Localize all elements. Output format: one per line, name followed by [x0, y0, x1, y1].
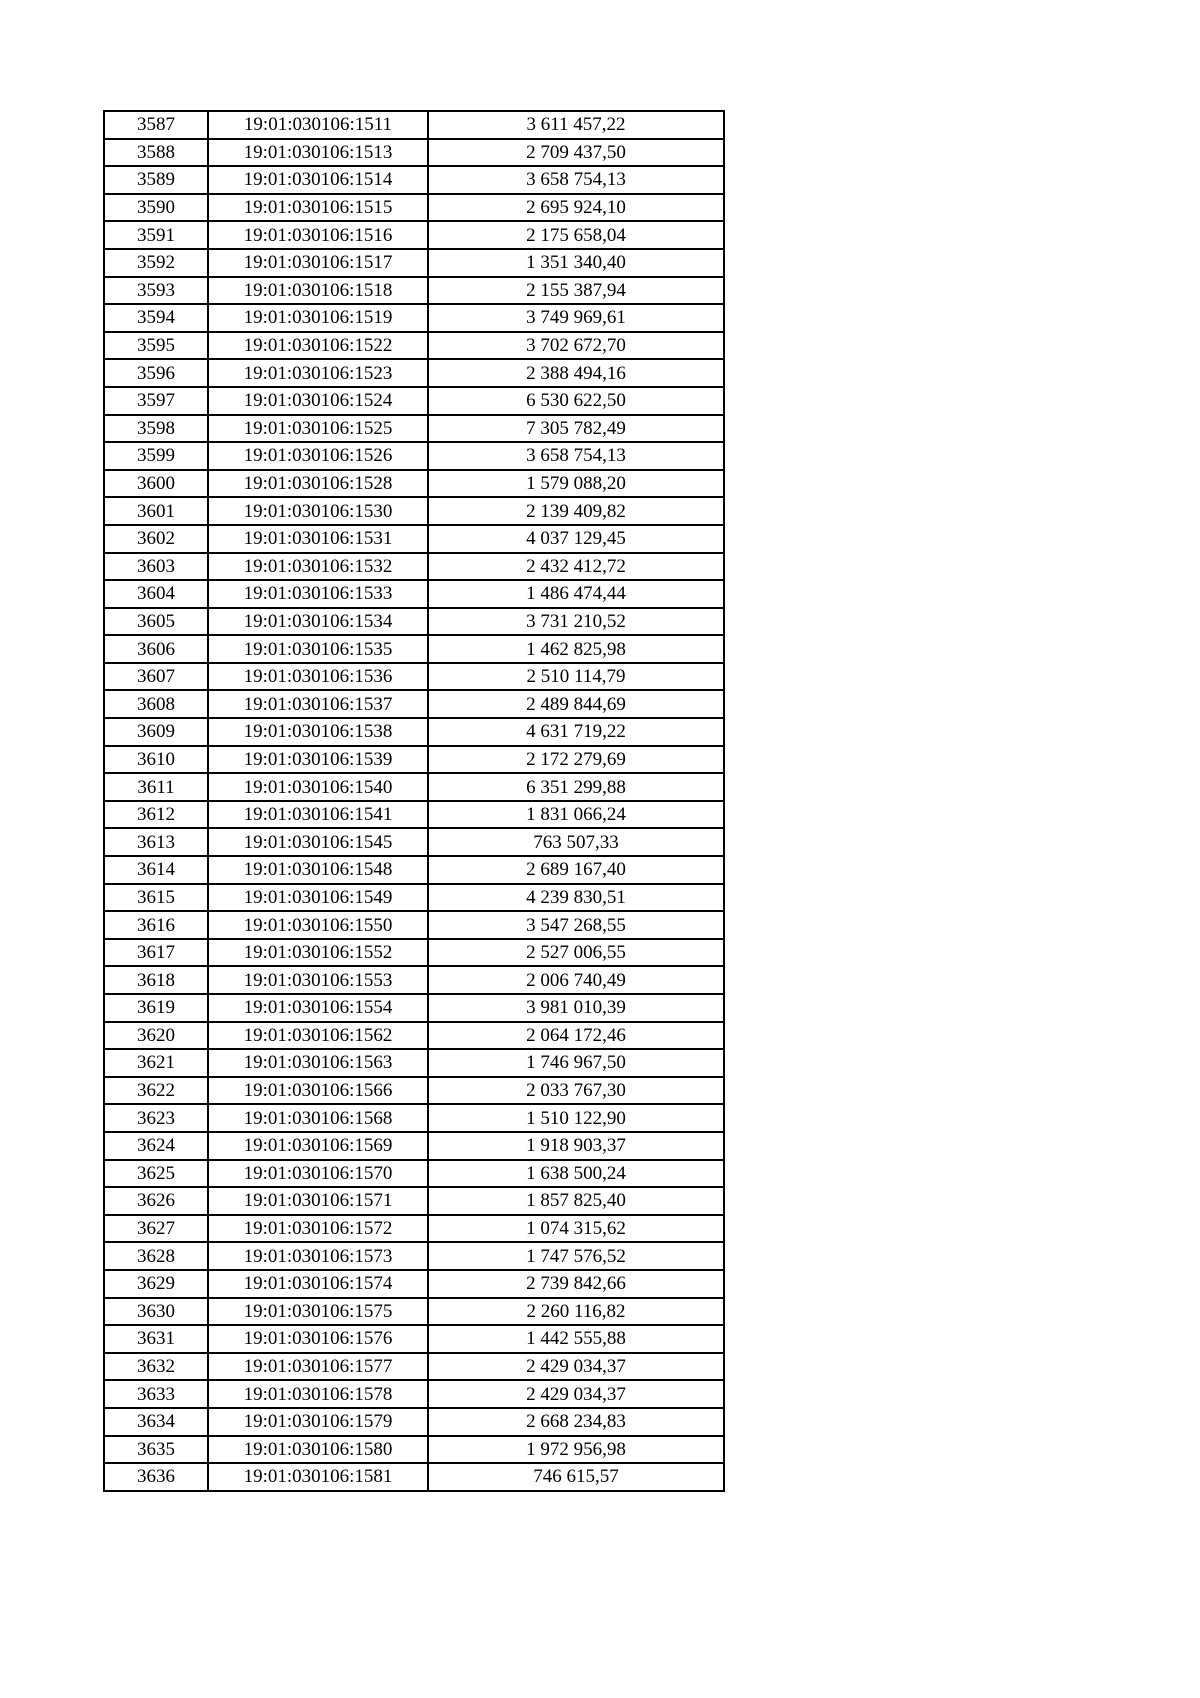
- table-row: [104, 801, 724, 829]
- row-number-cell: 3594: [104, 304, 208, 332]
- cadastral-number-cell: 19:01:030106:1569: [208, 1132, 428, 1160]
- table-row: [104, 332, 724, 360]
- row-number-cell: 3616: [104, 911, 208, 939]
- row-number-cell: 3599: [104, 442, 208, 470]
- table-row: [104, 1353, 724, 1381]
- cadastral-number-cell: 19:01:030106:1562: [208, 1022, 428, 1050]
- cadastral-value-cell: 2 668 234,83: [428, 1408, 724, 1436]
- row-number-cell: 3600: [104, 470, 208, 498]
- table-row: [104, 966, 724, 994]
- cadastral-value-cell: 4 239 830,51: [428, 884, 724, 912]
- table-row: [104, 828, 724, 856]
- cadastral-number-cell: 19:01:030106:1516: [208, 221, 428, 249]
- table-row: [104, 249, 724, 277]
- table-row: [104, 580, 724, 608]
- table-row: [104, 635, 724, 663]
- row-number-cell: 3605: [104, 608, 208, 636]
- table-row: [104, 1463, 724, 1491]
- table-row: [104, 442, 724, 470]
- row-number-cell: 3631: [104, 1325, 208, 1353]
- cadastral-value-cell: 1 486 474,44: [428, 580, 724, 608]
- cadastral-number-cell: 19:01:030106:1532: [208, 553, 428, 581]
- cadastral-value-cell: 2 064 172,46: [428, 1022, 724, 1050]
- cadastral-value-cell: 2 033 767,30: [428, 1077, 724, 1105]
- table-row: [104, 553, 724, 581]
- table-row: [104, 994, 724, 1022]
- cadastral-value-cell: 3 731 210,52: [428, 608, 724, 636]
- cadastral-value-cell: 4 037 129,45: [428, 525, 724, 553]
- cadastral-value-cell: 3 547 268,55: [428, 911, 724, 939]
- cadastral-number-cell: 19:01:030106:1540: [208, 773, 428, 801]
- row-number-cell: 3622: [104, 1077, 208, 1105]
- cadastral-value-cell: 2 709 437,50: [428, 139, 724, 167]
- table-row: [104, 1077, 724, 1105]
- row-number-cell: 3602: [104, 525, 208, 553]
- table-row: [104, 939, 724, 967]
- table-row: [104, 1270, 724, 1298]
- table-row: [104, 690, 724, 718]
- row-number-cell: 3621: [104, 1049, 208, 1077]
- table-row: [104, 1408, 724, 1436]
- table-row: [104, 663, 724, 691]
- row-number-cell: 3620: [104, 1022, 208, 1050]
- table-row: [104, 1049, 724, 1077]
- cadastral-value-cell: 2 432 412,72: [428, 553, 724, 581]
- cadastral-number-cell: 19:01:030106:1538: [208, 718, 428, 746]
- cadastral-value-cell: 1 074 315,62: [428, 1215, 724, 1243]
- row-number-cell: 3591: [104, 221, 208, 249]
- cadastral-value-cell: 1 918 903,37: [428, 1132, 724, 1160]
- row-number-cell: 3632: [104, 1353, 208, 1381]
- cadastral-value-cell: 2 489 844,69: [428, 690, 724, 718]
- cadastral-number-cell: 19:01:030106:1517: [208, 249, 428, 277]
- row-number-cell: 3611: [104, 773, 208, 801]
- row-number-cell: 3629: [104, 1270, 208, 1298]
- cadastral-number-cell: 19:01:030106:1554: [208, 994, 428, 1022]
- row-number-cell: 3588: [104, 139, 208, 167]
- cadastral-number-cell: 19:01:030106:1578: [208, 1380, 428, 1408]
- cadastral-value-cell: 1 579 088,20: [428, 470, 724, 498]
- cadastral-value-cell: 3 981 010,39: [428, 994, 724, 1022]
- cadastral-value-cell: 3 658 754,13: [428, 166, 724, 194]
- row-number-cell: 3625: [104, 1160, 208, 1188]
- table-row: [104, 718, 724, 746]
- cadastral-value-cell: 1 442 555,88: [428, 1325, 724, 1353]
- cadastral-number-cell: 19:01:030106:1523: [208, 359, 428, 387]
- table-body: [104, 111, 724, 1491]
- cadastral-number-cell: 19:01:030106:1515: [208, 194, 428, 222]
- row-number-cell: 3604: [104, 580, 208, 608]
- cadastral-number-cell: 19:01:030106:1577: [208, 1353, 428, 1381]
- cadastral-value-cell: 2 260 116,82: [428, 1298, 724, 1326]
- cadastral-number-cell: 19:01:030106:1545: [208, 828, 428, 856]
- cadastral-value-cell: 2 510 114,79: [428, 663, 724, 691]
- row-number-cell: 3626: [104, 1187, 208, 1215]
- row-number-cell: 3634: [104, 1408, 208, 1436]
- cadastral-number-cell: 19:01:030106:1563: [208, 1049, 428, 1077]
- cadastral-value-cell: 1 510 122,90: [428, 1104, 724, 1132]
- cadastral-number-cell: 19:01:030106:1534: [208, 608, 428, 636]
- table-row: [104, 1022, 724, 1050]
- cadastral-number-cell: 19:01:030106:1552: [208, 939, 428, 967]
- cadastral-value-cell: 3 702 672,70: [428, 332, 724, 360]
- cadastral-value-cell: 7 305 782,49: [428, 415, 724, 443]
- cadastral-number-cell: 19:01:030106:1539: [208, 746, 428, 774]
- cadastral-number-cell: 19:01:030106:1580: [208, 1436, 428, 1464]
- cadastral-value-cell: 1 462 825,98: [428, 635, 724, 663]
- cadastral-number-cell: 19:01:030106:1537: [208, 690, 428, 718]
- row-number-cell: 3636: [104, 1463, 208, 1491]
- table-row: [104, 1215, 724, 1243]
- row-number-cell: 3627: [104, 1215, 208, 1243]
- row-number-cell: 3598: [104, 415, 208, 443]
- cadastral-value-cell: 6 351 299,88: [428, 773, 724, 801]
- table-row: [104, 139, 724, 167]
- cadastral-value-cell: 6 530 622,50: [428, 387, 724, 415]
- table-row: [104, 1298, 724, 1326]
- row-number-cell: 3624: [104, 1132, 208, 1160]
- cadastral-value-cell: 1 972 956,98: [428, 1436, 724, 1464]
- cadastral-value-cell: 3 658 754,13: [428, 442, 724, 470]
- cadastral-number-cell: 19:01:030106:1572: [208, 1215, 428, 1243]
- table-row: [104, 1104, 724, 1132]
- cadastral-number-cell: 19:01:030106:1525: [208, 415, 428, 443]
- cadastral-number-cell: 19:01:030106:1513: [208, 139, 428, 167]
- row-number-cell: 3606: [104, 635, 208, 663]
- cadastral-number-cell: 19:01:030106:1553: [208, 966, 428, 994]
- table-row: [104, 277, 724, 305]
- table-row: [104, 856, 724, 884]
- cadastral-number-cell: 19:01:030106:1533: [208, 580, 428, 608]
- table-row: [104, 387, 724, 415]
- row-number-cell: 3607: [104, 663, 208, 691]
- row-number-cell: 3603: [104, 553, 208, 581]
- cadastral-value-table: [103, 110, 725, 1492]
- table-row: [104, 415, 724, 443]
- row-number-cell: 3610: [104, 746, 208, 774]
- row-number-cell: 3628: [104, 1242, 208, 1270]
- table-row: [104, 1132, 724, 1160]
- cadastral-value-cell: 2 527 006,55: [428, 939, 724, 967]
- cadastral-number-cell: 19:01:030106:1522: [208, 332, 428, 360]
- cadastral-number-cell: 19:01:030106:1541: [208, 801, 428, 829]
- row-number-cell: 3589: [104, 166, 208, 194]
- cadastral-number-cell: 19:01:030106:1526: [208, 442, 428, 470]
- row-number-cell: 3587: [104, 111, 208, 139]
- table-row: [104, 166, 724, 194]
- row-number-cell: 3613: [104, 828, 208, 856]
- row-number-cell: 3623: [104, 1104, 208, 1132]
- table-row: [104, 773, 724, 801]
- row-number-cell: 3608: [104, 690, 208, 718]
- row-number-cell: 3596: [104, 359, 208, 387]
- cadastral-value-cell: 2 695 924,10: [428, 194, 724, 222]
- cadastral-value-cell: 1 638 500,24: [428, 1160, 724, 1188]
- row-number-cell: 3633: [104, 1380, 208, 1408]
- cadastral-value-cell: 1 857 825,40: [428, 1187, 724, 1215]
- table-row: [104, 884, 724, 912]
- cadastral-number-cell: 19:01:030106:1548: [208, 856, 428, 884]
- cadastral-number-cell: 19:01:030106:1511: [208, 111, 428, 139]
- cadastral-value-cell: 2 689 167,40: [428, 856, 724, 884]
- table-row: [104, 111, 724, 139]
- cadastral-value-cell: 2 429 034,37: [428, 1353, 724, 1381]
- cadastral-value-cell: 2 172 279,69: [428, 746, 724, 774]
- table-row: [104, 608, 724, 636]
- cadastral-value-cell: 2 006 740,49: [428, 966, 724, 994]
- cadastral-number-cell: 19:01:030106:1576: [208, 1325, 428, 1353]
- cadastral-number-cell: 19:01:030106:1566: [208, 1077, 428, 1105]
- table-row: [104, 221, 724, 249]
- cadastral-number-cell: 19:01:030106:1574: [208, 1270, 428, 1298]
- cadastral-number-cell: 19:01:030106:1528: [208, 470, 428, 498]
- table-row: [104, 1242, 724, 1270]
- row-number-cell: 3597: [104, 387, 208, 415]
- cadastral-value-cell: 746 615,57: [428, 1463, 724, 1491]
- cadastral-value-cell: 2 429 034,37: [428, 1380, 724, 1408]
- cadastral-value-cell: 763 507,33: [428, 828, 724, 856]
- cadastral-value-cell: 1 746 967,50: [428, 1049, 724, 1077]
- table-row: [104, 1436, 724, 1464]
- cadastral-number-cell: 19:01:030106:1531: [208, 525, 428, 553]
- cadastral-number-cell: 19:01:030106:1536: [208, 663, 428, 691]
- cadastral-value-cell: 1 831 066,24: [428, 801, 724, 829]
- row-number-cell: 3630: [104, 1298, 208, 1326]
- cadastral-value-cell: 2 388 494,16: [428, 359, 724, 387]
- cadastral-value-cell: 3 749 969,61: [428, 304, 724, 332]
- cadastral-number-cell: 19:01:030106:1519: [208, 304, 428, 332]
- cadastral-number-cell: 19:01:030106:1581: [208, 1463, 428, 1491]
- row-number-cell: 3593: [104, 277, 208, 305]
- table-row: [104, 525, 724, 553]
- table-row: [104, 1325, 724, 1353]
- table-row: [104, 194, 724, 222]
- cadastral-number-cell: 19:01:030106:1579: [208, 1408, 428, 1436]
- row-number-cell: 3612: [104, 801, 208, 829]
- row-number-cell: 3618: [104, 966, 208, 994]
- cadastral-number-cell: 19:01:030106:1518: [208, 277, 428, 305]
- cadastral-number-cell: 19:01:030106:1549: [208, 884, 428, 912]
- row-number-cell: 3635: [104, 1436, 208, 1464]
- cadastral-value-cell: 3 611 457,22: [428, 111, 724, 139]
- cadastral-value-cell: 4 631 719,22: [428, 718, 724, 746]
- cadastral-value-cell: 2 139 409,82: [428, 497, 724, 525]
- row-number-cell: 3595: [104, 332, 208, 360]
- table-row: [104, 497, 724, 525]
- row-number-cell: 3617: [104, 939, 208, 967]
- cadastral-number-cell: 19:01:030106:1570: [208, 1160, 428, 1188]
- table-row: [104, 470, 724, 498]
- table-row: [104, 1160, 724, 1188]
- cadastral-number-cell: 19:01:030106:1571: [208, 1187, 428, 1215]
- cadastral-value-cell: 1 351 340,40: [428, 249, 724, 277]
- cadastral-value-cell: 2 155 387,94: [428, 277, 724, 305]
- cadastral-number-cell: 19:01:030106:1514: [208, 166, 428, 194]
- table-row: [104, 1380, 724, 1408]
- cadastral-value-cell: 1 747 576,52: [428, 1242, 724, 1270]
- row-number-cell: 3619: [104, 994, 208, 1022]
- cadastral-number-cell: 19:01:030106:1568: [208, 1104, 428, 1132]
- row-number-cell: 3590: [104, 194, 208, 222]
- cadastral-number-cell: 19:01:030106:1575: [208, 1298, 428, 1326]
- table-row: [104, 746, 724, 774]
- cadastral-value-cell: 2 739 842,66: [428, 1270, 724, 1298]
- table-row: [104, 911, 724, 939]
- cadastral-number-cell: 19:01:030106:1550: [208, 911, 428, 939]
- table-row: [104, 304, 724, 332]
- cadastral-number-cell: 19:01:030106:1573: [208, 1242, 428, 1270]
- cadastral-number-cell: 19:01:030106:1535: [208, 635, 428, 663]
- row-number-cell: 3609: [104, 718, 208, 746]
- table-row: [104, 359, 724, 387]
- row-number-cell: 3614: [104, 856, 208, 884]
- table-row: [104, 1187, 724, 1215]
- row-number-cell: 3615: [104, 884, 208, 912]
- cadastral-number-cell: 19:01:030106:1524: [208, 387, 428, 415]
- row-number-cell: 3601: [104, 497, 208, 525]
- cadastral-value-cell: 2 175 658,04: [428, 221, 724, 249]
- cadastral-number-cell: 19:01:030106:1530: [208, 497, 428, 525]
- row-number-cell: 3592: [104, 249, 208, 277]
